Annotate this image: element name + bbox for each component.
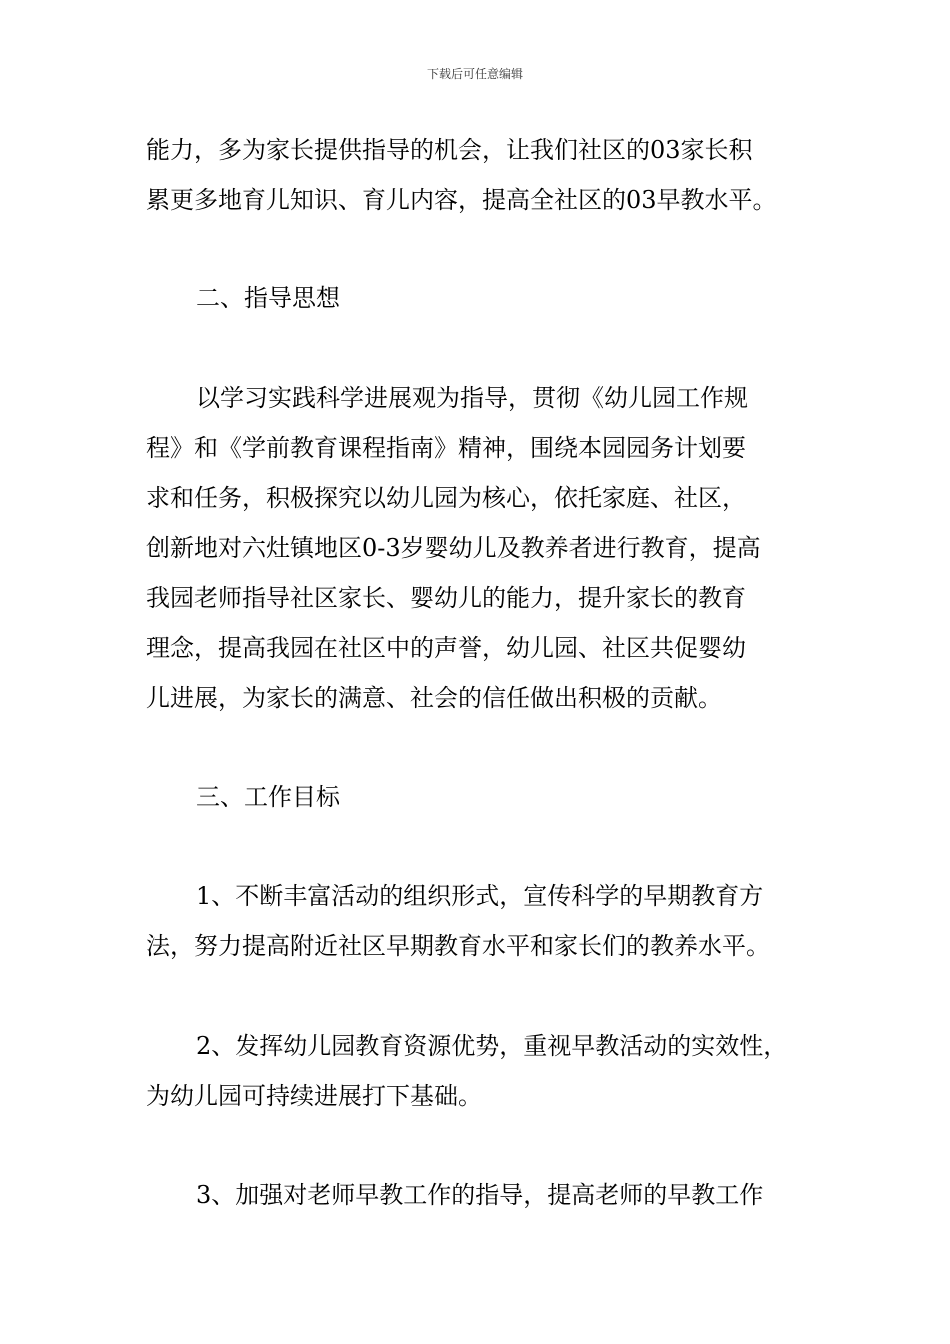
body-line: 程》和《学前教育课程指南》精神，围绕本园园务计划要	[146, 434, 746, 462]
body-line: 能力，多为家长提供指导的机会，让我们社区的03家长积	[146, 136, 753, 164]
body-line: 我园老师指导社区家长、婴幼儿的能力，提升家长的教育	[146, 584, 746, 612]
body-line: 1、不断丰富活动的组织形式，宣传科学的早期教育方	[196, 882, 764, 910]
section-heading: 二、指导思想	[196, 284, 340, 312]
body-line: 为幼儿园可持续进展打下基础。	[146, 1082, 482, 1110]
body-line: 求和任务，积极探究以幼儿园为核心，依托家庭、社区，	[146, 484, 746, 512]
page-header: 下载后可任意编辑	[426, 67, 523, 81]
body-line: 儿进展，为家长的满意、社会的信任做出积极的贡献。	[146, 684, 722, 712]
body-line: 法，努力提高附近社区早期教育水平和家长们的教养水平。	[146, 932, 770, 960]
body-line: 创新地对六灶镇地区0-3岁婴幼儿及教养者进行教育，提高	[146, 534, 761, 562]
body-line: 理念，提高我园在社区中的声誉，幼儿园、社区共促婴幼	[146, 634, 746, 662]
body-line: 2、发挥幼儿园教育资源优势，重视早教活动的实效性，	[196, 1032, 788, 1060]
body-line: 以学习实践科学进展观为指导，贯彻《幼儿园工作规	[196, 384, 748, 412]
section-heading: 三、工作目标	[196, 783, 340, 811]
body-line: 累更多地育儿知识、育儿内容，提高全社区的03早教水平。	[146, 186, 777, 214]
body-line: 3、加强对老师早教工作的指导，提高老师的早教工作	[196, 1181, 764, 1209]
